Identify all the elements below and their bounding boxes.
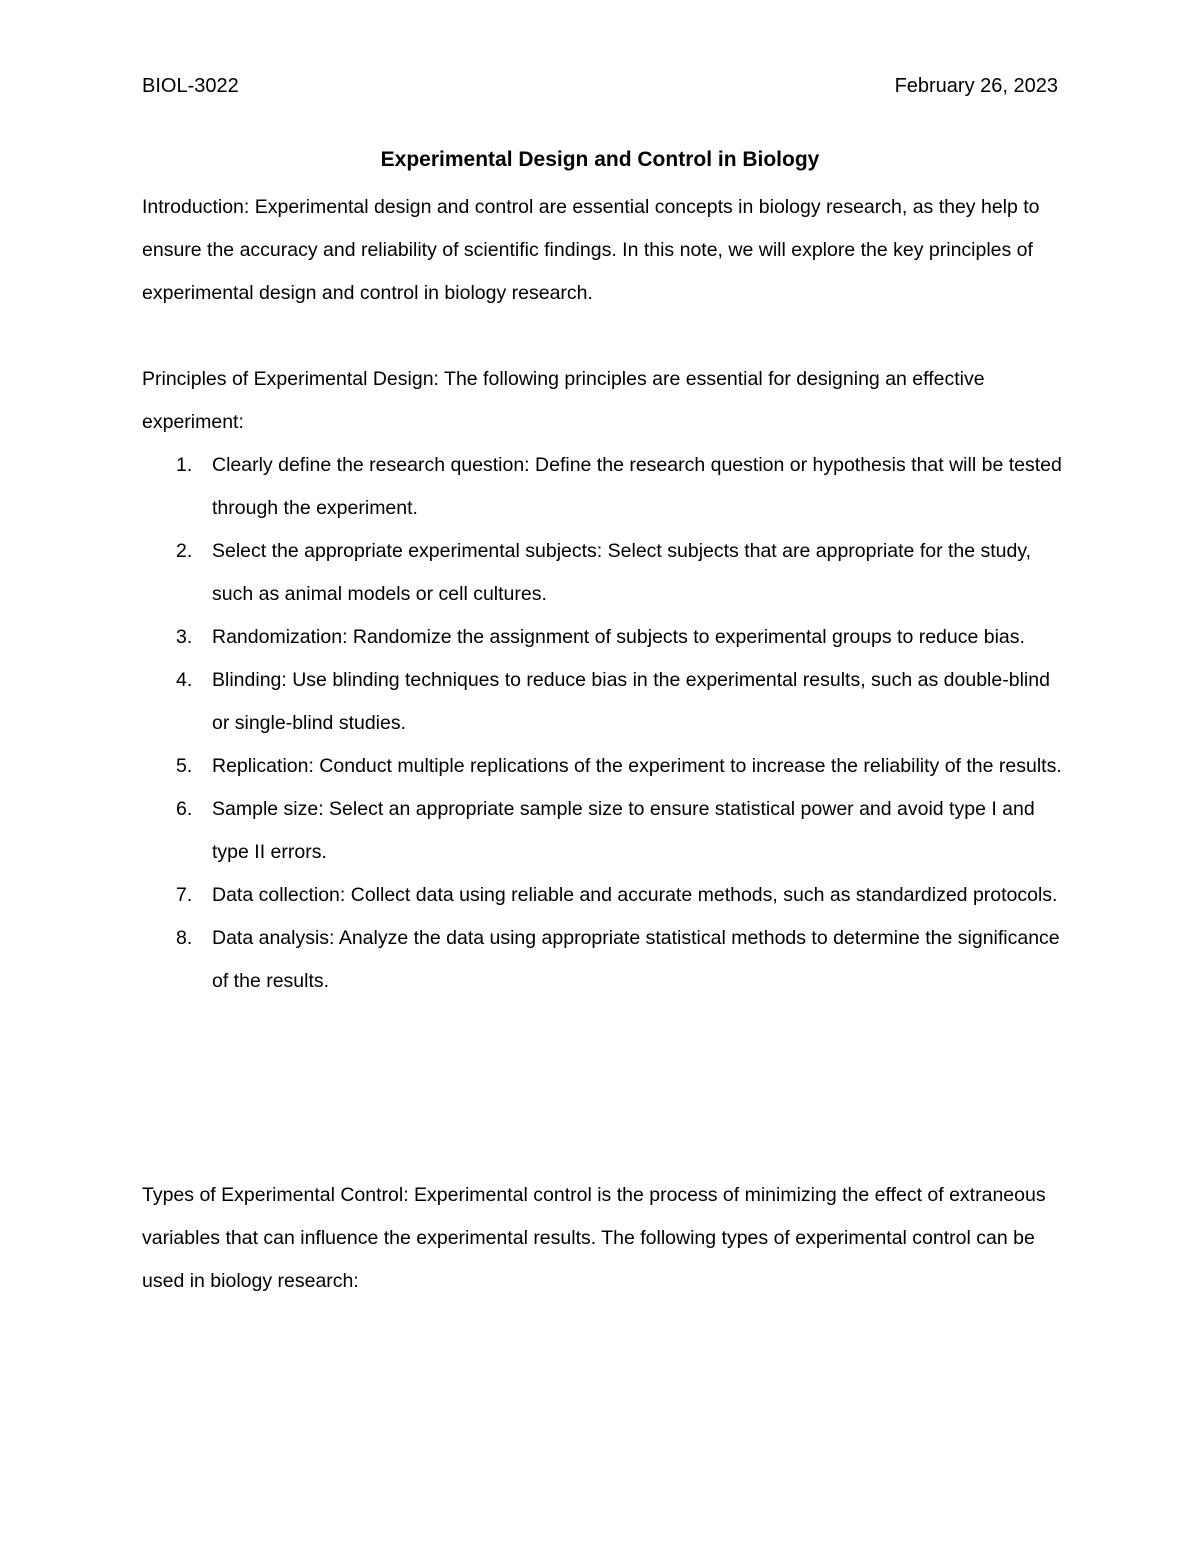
course-code: BIOL-3022 [142, 74, 239, 97]
list-item-number: 7. [176, 884, 193, 906]
list-item [142, 530, 1072, 616]
list-item-number: 2. [176, 540, 193, 562]
list-item-text: Sample size: Select an appropriate sample size to ensure statistical power and avoid type I and type II errors. [212, 798, 1035, 863]
document-date: February 26, 2023 [894, 74, 1058, 97]
list-item-number: 8. [176, 927, 193, 949]
list-item-text: Blinding: Use blinding techniques to reduce bias in the experimental results, such as double-blind or single-blind studies. [212, 669, 1050, 734]
document-title: Experimental Design and Control in Biology [380, 148, 820, 171]
page-header [142, 72, 1058, 100]
list-item-text: Data collection: Collect data using reliable and accurate methods, such as standardized protocols. [212, 884, 1058, 906]
list-item [142, 444, 1072, 530]
intro-paragraph: Introduction: Experimental design and control are essential concepts in biology research, as they help to ensure the accuracy and reliability of scientific findings. In this note, we will explore the key principles of experimental design and control in biology research. [142, 196, 1040, 304]
list-item [142, 788, 1072, 874]
list-item-text: Data analysis: Analyze the data using appropriate statistical methods to determine the significance of the results. [212, 927, 1060, 992]
list-item-text: Clearly define the research question: Define the research question or hypothesis that will be tested through the experiment. [212, 454, 1062, 519]
list-item-number: 4. [176, 669, 193, 691]
list-item-text: Randomization: Randomize the assignment of subjects to experimental groups to reduce bias. [212, 626, 1025, 648]
list-item-number: 6. [176, 798, 193, 820]
control-intro-paragraph: Types of Experimental Control: Experimental control is the process of minimizing the effect of extraneous variables that can influence the experimental results. The following types of experimental control can be used in biology research: [142, 1184, 1046, 1292]
principles-list [142, 444, 1072, 1003]
list-item-number: 5. [176, 755, 193, 777]
list-item [142, 917, 1072, 1003]
list-item-text: Select the appropriate experimental subjects: Select subjects that are appropriate for the study, such as animal models or cell cultures. [212, 540, 1032, 605]
list-item [142, 659, 1072, 745]
list-item [142, 874, 1072, 917]
list-item-number: 1. [176, 454, 193, 476]
list-item-number: 3. [176, 626, 193, 648]
list-item [142, 616, 1072, 659]
list-item [142, 745, 1072, 788]
list-item-text: Replication: Conduct multiple replications of the experiment to increase the reliability of the results. [212, 755, 1062, 777]
principles-intro-paragraph: Principles of Experimental Design: The following principles are essential for designing an effective experiment: [142, 368, 985, 433]
